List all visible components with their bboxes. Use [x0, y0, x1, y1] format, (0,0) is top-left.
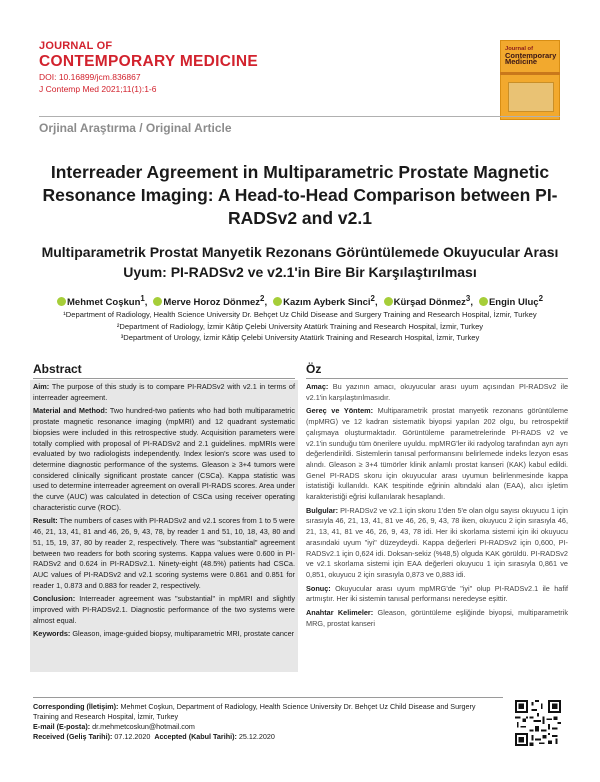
abstract-section-text: The purpose of this study is to compare PI-RADSv2 with v2.1 in terms of interreader agreement. [33, 382, 295, 402]
abstract-section-label: Result: [33, 516, 58, 526]
orcid-icon[interactable] [273, 297, 282, 306]
abstract-body [33, 382, 295, 643]
received-label: Received (Geliş Tarihi): [33, 732, 113, 741]
article-title-english: Interreader Agreement in Multiparametric Prostate Magnetic Resonance Imaging: A Head-to-Head Comparison between PI-RADSv2 and v2.1 [42, 162, 558, 228]
abstract-divider [33, 378, 295, 379]
correspondence-line [33, 702, 503, 722]
abstract-section-label: Conclusion: [33, 594, 76, 604]
header-divider [39, 116, 560, 117]
oz-section-label: Amaç: [306, 382, 329, 391]
abstract-section [33, 406, 295, 513]
email-label: E-mail (E-posta): [33, 722, 91, 731]
orcid-icon[interactable] [479, 297, 488, 306]
oz-section-label: Bulgular: [306, 505, 339, 515]
author-name: Kazım Ayberk Sinci [283, 297, 371, 309]
author-entry[interactable] [479, 294, 543, 308]
affiliation-line: ²Department of Radiology, İzmir Kâtip Çelebi University Atatürk Training and Research Hospital, İzmir, Turkey [116, 321, 484, 331]
cover-strip [500, 72, 560, 75]
accepted-label: Accepted (Kabul Tarihi): [154, 732, 237, 741]
oz-body [306, 382, 568, 632]
author-entry[interactable]: Kazım Ayberk Sinci$^2$, [273, 294, 378, 308]
author-affiliation-number: 3 [465, 294, 471, 303]
author-affiliation-number: 1 [140, 294, 145, 303]
oz-section-label: Anahtar Kelimeler: [306, 608, 374, 618]
author-affiliation-number: 2 [538, 294, 543, 303]
author-name: Kürşad Dönmez [393, 297, 466, 309]
author-affiliation-number: 2 [260, 294, 265, 303]
author-affiliation-number: 2 [370, 294, 375, 303]
author-entry[interactable]: Merve Horoz Dönmez$^2$, [153, 294, 267, 308]
cover-title-small: Journal of [505, 46, 534, 52]
abstract-section [33, 382, 295, 403]
oz-heading: Öz [306, 362, 322, 376]
article-title-turkish: Multiparametrik Prostat Manyetik Rezonans Görüntülemede Okuyucular Arası Uyum: PI-RADSv2 ve v2.1'in Bire Bir Karşılaştırılması [41, 244, 559, 280]
author-entry[interactable]: Kürşad Dönmez$^3$, [384, 294, 473, 308]
cover-title [505, 46, 560, 66]
oz-section-text: PI-RADSv2 ve v2.1 için skoru 1'den 5'e olan olgu sayısı okuyucu 1 için sırasıyla 46, 21, 13, 41, 81 ve 46, 26, 9, 43, 78 iken, okuyucu 2 için sırasıyla 46, 21, 13, 41, 81 ve 46, 26, 9, 43, 78 idi. Her iki skorlama sistemi için iki okuyucu arasındaki uyum "iyi" düzeydeydi. Kappa değerleri PI-RADSv2 için 0,600, PI-RADSv2.1 için 0,624 idi. Doksan-sekiz (%48,5) olguda KAK görüldü. PI-RADSv2 ve v2.1 skorlama sistemi için EAA değerleri okuyucu 1 için sırasıyla 0,861 ve 0,851, okuyucu 2 için sırasıyla 0,873 ve 0,883 idi. [306, 505, 568, 579]
corr-label: Corresponding (İletişim): [33, 702, 119, 711]
citation-text: J Contemp Med 2021;11(1):1-6 [39, 84, 157, 94]
orcid-icon[interactable] [384, 297, 393, 306]
abstract-section-label: Material and Method: [33, 406, 108, 416]
email-link[interactable]: dr.mehmetcoskun@hotmail.com [92, 722, 195, 731]
cover-illustration [508, 82, 554, 112]
correspondence-footer [33, 702, 503, 742]
abstract-section-text: The numbers of cases with PI-RADSv2 and v2.1 scores from 1 to 5 were 46, 21, 13, 41, 81 and 46, 26, 9, 43, 78, by reader 1 and 51, 10, 18, 43, 80 and 51, 15, 19, 37, 80 by reader 2, respectively. There was "substantial" agreement between two readers for both scoring systems. Kappa values were 0.600 in PI-RADSv2 and 0.624 in PI-RADSv2.1. Ninety-eight (48.5%) patients had CSCa. AUC values of PI-RADSv2 and v2.1 scoring systems were 0.861 and 0.851 for reader 1, 0.873 and 0.883 for reader 2, respectively. [33, 516, 295, 590]
oz-section [306, 608, 568, 629]
author-name: Mehmet Coşkun [67, 297, 141, 309]
email-line [33, 722, 503, 732]
oz-section-label: Gereç ve Yöntem: [306, 406, 374, 416]
author-name: Engin Uluç [488, 297, 539, 309]
journal-name-line1: JOURNAL OF [39, 40, 113, 52]
cover-title-big: Contemporary Medicine [505, 50, 557, 66]
abstract-section [33, 594, 295, 626]
footer-divider [33, 697, 503, 698]
oz-section [306, 506, 568, 581]
dates-line [33, 732, 503, 742]
abstract-section-text: Gleason, image-guided biopsy, multiparametric MRI, prostate cancer [72, 629, 295, 639]
oz-section [306, 382, 568, 403]
abstract-section-text: Interreader agreement was "substantial" in mpMRI and slightly improved with PI-RADSv2.1. Diagnostic performance of the two systems were almost equal. [33, 594, 296, 625]
orcid-icon[interactable] [153, 297, 162, 306]
abstract-heading: Abstract [33, 362, 82, 376]
abstract-section-label: Keywords: [33, 629, 71, 639]
oz-divider [306, 378, 568, 379]
affiliation-line: ³Department of Urology, İzmir Kâtip Çelebi University Atatürk Training and Research Hospital, İzmir, Turkey [120, 333, 480, 342]
oz-section-label: Sonuç: [306, 583, 331, 593]
doi-text[interactable]: DOI: 10.16899/jcm.836867 [39, 72, 141, 82]
author-name: Merve Horoz Dönmez [163, 297, 261, 309]
abstract-section-text: Two hundred-two patients who had both multiparametric prostate magnetic resonance imaging (mpMRI) and 12 quadrant systematic biopsies were included in this retrospective study. Acquisition parameters were totally complied with proposal of PI-RADSv2 and 2.1 guidelines. mpMRIs were evaluated by two radiologists independently. Index lesion's score was used to determine diagnostic performance of the systems. Gleason ≥ 3+4 tumors were considered clinically significant prostate cancer (CSCa). Kappa statistic was used to determine interreader agreement on overall PI-RADS scores. Area under the curve (AUC) was calculated in detection of CSCa using receiver operating characteristic curve (ROC). [33, 406, 295, 512]
journal-name-line2: CONTEMPORARY MEDICINE [39, 53, 259, 70]
accepted-date: 25.12.2020 [238, 732, 275, 741]
affiliation-list [30, 309, 570, 344]
orcid-icon[interactable] [57, 297, 66, 306]
affiliation-line: ¹Department of Radiology, Health Science University Dr. Behçet Uz Child Disease and Surgery Training and Research Hospital, İzmir, Turkey [63, 310, 537, 319]
oz-section [306, 584, 568, 605]
oz-section-text: Bu yazının amacı, okuyucular arası uyum açısından PI-RADSv2 ile v2.1'in karşılaştırılmasıdır. [306, 382, 568, 402]
article-type-label: Orjinal Araştırma / Original Article [39, 121, 232, 135]
abstract-section-label: Aim: [33, 382, 50, 391]
abstract-section [33, 629, 295, 640]
oz-section-text: Multiparametrik prostat manyetik rezonans görüntüleme (mpMRG) ve 12 kadran sistematik biyopsi yapılan 202 olgu, bu retrospektif çalışmaya oluşturmaktadır. Görüntüleme parametrelerinde PI-RADS v2 ve v2.1'in sunduğu tüm önerilere uyuldu. mpMRG'ler iki radyolog tarafından ayrı ayrı değerlendirildi. Sistemlerin tanısal performansını belirlemede indeks lezyon esas alındı. Gleason ≥ 3+4 tümörler klinik anlamlı prostat kanseri (KAK) kabul edildi. Genel PI-RADS skoru için okuyucular arası uyumun belirlenmesinde kappa istatistiği kullanıldı. KAK tespitinde eğrinin altındaki alan (EAA), alıcı işletim karakteristiği eğrisi kullanılarak hesaplandı. [306, 406, 569, 502]
oz-section [306, 406, 568, 502]
qr-code-icon[interactable] [515, 700, 561, 746]
oz-section-text: Okuyucular arası uyum mpMRG'de "iyi" olup PI-RADSv2.1 ile hafif artmıştır. Her iki sistemin tanısal performansı neredeyse eşittir. [306, 583, 568, 604]
journal-cover-image [500, 40, 560, 120]
author-list [30, 294, 570, 308]
oz-section-text: Gleason, görüntüleme eşliğinde biyopsi, multiparametrik MRG, prostat kanseri [306, 608, 568, 628]
author-entry[interactable]: Mehmet Coşkun$^1$, [57, 294, 147, 308]
corr-text: Mehmet Coşkun, Department of Radiology, Health Science University Dr. Behçet Uz Child Disease and Surgery Training and Research Hospital, İzmir, Turkey [33, 702, 476, 721]
received-date: 07.12.2020 [114, 732, 151, 741]
abstract-section [33, 516, 295, 591]
